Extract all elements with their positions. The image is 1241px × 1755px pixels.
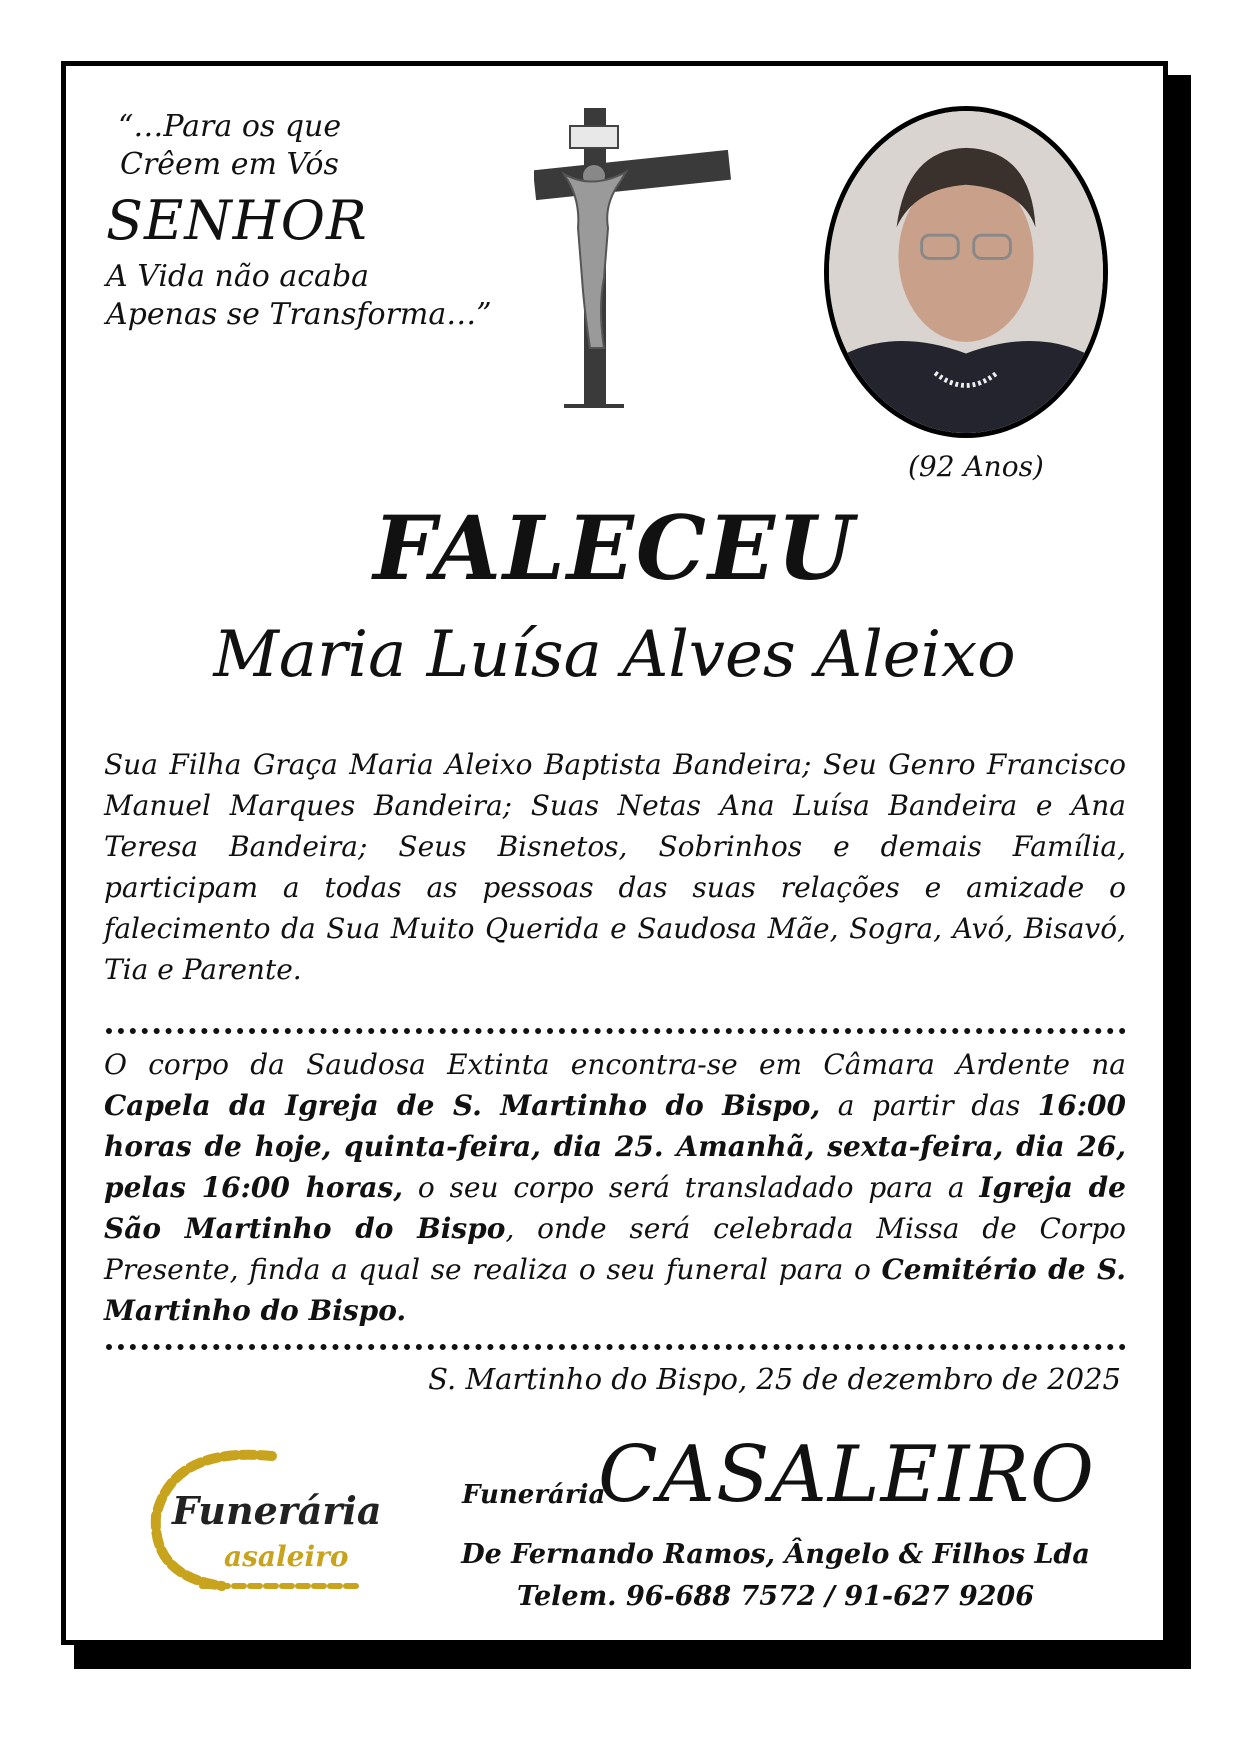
dotted-divider-2 (106, 1344, 1126, 1350)
quote-line-1: “…Para os que (118, 109, 342, 144)
quote-senhor: SENHOR (106, 189, 368, 252)
funeral-home-contact (66, 1534, 1163, 1618)
service-details (104, 1044, 1126, 1331)
funeral-home-label: Funerária (462, 1480, 606, 1510)
funeral-home-phones: Telem. 96-688 7572 / 91-627 9206 (516, 1581, 1034, 1612)
obituary-frame (61, 61, 1168, 1645)
service-bold-4: Cemitério de S. Martinho do Bispo. (104, 1253, 1126, 1327)
place-and-date: S. Martinho do Bispo, 25 de dezembro de 2025 (428, 1362, 1121, 1396)
quote-line-5: Apenas se Transforma…” (106, 297, 492, 332)
age: (92 Anos) (908, 450, 1044, 483)
service-bold-3: Igreja de São Martinho do Bispo (104, 1171, 1126, 1245)
service-bold-2: 16:00 horas de hoje, quinta-feira, dia 25. Amanhã, sexta-feira, dia 26, pelas 16:00 horas, (104, 1089, 1127, 1204)
logo-text-asaleiro: asaleiro (224, 1540, 349, 1573)
funeral-home-name: CASALEIRO (598, 1430, 1095, 1520)
religious-quote (106, 108, 492, 334)
dotted-divider-1 (106, 1028, 1126, 1034)
deceased-name: Maria Luísa Alves Aleixo (213, 618, 1016, 692)
portrait-photo (824, 106, 1108, 438)
quote-line-4: A Vida não acaba (106, 259, 370, 294)
logo-text-funeraria: Funerária (172, 1488, 382, 1533)
service-bold-1: Capela da Igreja de S. Martinho do Bispo, (104, 1089, 821, 1122)
family-announcement: Sua Filha Graça Maria Aleixo Baptista Bandeira; Seu Genro Francisco Manuel Marques Bandeira; Suas Netas Ana Luísa Bandeira e Ana Teresa Bandeira; Seus Bisnetos, Sobrinhos e demais Família, participam a todas as pessoas das suas relações e amizade o falecimento da Sua Muito Querida e Saudosa Mãe, Sogra, Avó, Bisavó, Tia e Parente. (104, 748, 1126, 986)
quote-line-2: Crêem em Vós (120, 147, 339, 182)
funeral-home-owners: De Fernando Ramos, Ângelo & Filhos Lda (461, 1539, 1090, 1570)
heading-faleceu: FALECEU (373, 496, 856, 600)
service-text-4: , onde será celebrada Missa de Corpo Presente, finda a qual se realiza o seu funeral para o (104, 1212, 1126, 1286)
crucifix-icon (534, 108, 734, 408)
service-text-2: a partir das (820, 1089, 1038, 1122)
service-text-1: O corpo da Saudosa Extinta encontra-se em Câmara Ardente na (104, 1048, 1126, 1081)
service-text-3: o seu corpo será transladado para a (403, 1171, 980, 1204)
